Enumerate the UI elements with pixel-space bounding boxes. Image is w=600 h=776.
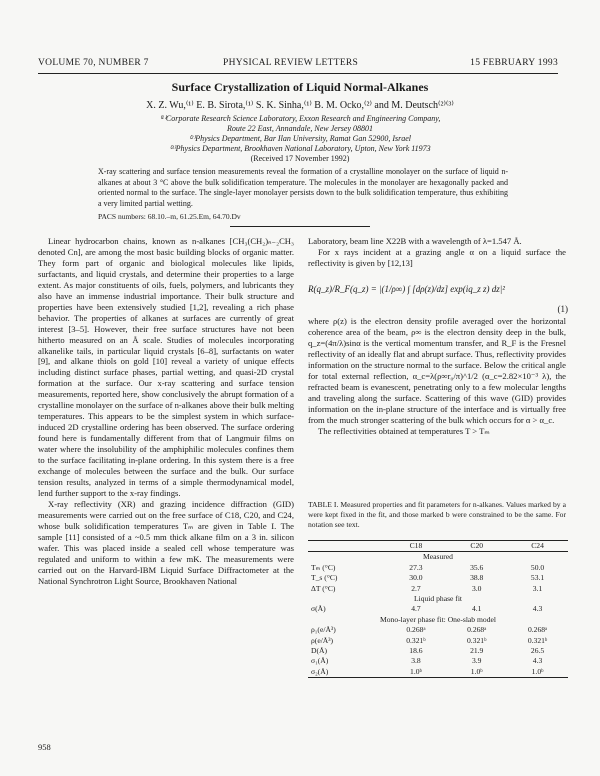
received-date: (Received 17 November 1992) bbox=[250, 154, 350, 163]
beamline-text: Laboratory, beam line X22B with a wavelength of λ=1.547 Å. bbox=[308, 236, 522, 246]
equation-1 bbox=[308, 284, 568, 314]
table-section-heading: Mono-layer phase fit: One-slab model bbox=[380, 614, 496, 624]
table-section-heading: Measured bbox=[423, 552, 453, 562]
affiliation-1: ⁽¹⁾Corporate Research Science Laboratory, Exxon Research and Engineering Company, bbox=[159, 114, 441, 123]
right-column-mid bbox=[308, 316, 566, 436]
table-header-row bbox=[308, 541, 568, 552]
table-header-c18: C18 bbox=[409, 541, 423, 550]
table-row: Tₘ (°C) 27.3 35.6 50.0 bbox=[311, 562, 545, 572]
table-row: ΔT (°C) 2.7 3.0 3.1 bbox=[311, 583, 543, 593]
table-section-heading: Liquid phase fit bbox=[413, 594, 463, 604]
header-rule bbox=[38, 73, 558, 74]
equation-text: R(q_z)/R_F(q_z) = |(1/ρ∞) ∫ [dρ(z)/dz] exp(iq_z z) dz|² bbox=[308, 284, 505, 294]
reflectivity-explanation: where ρ(z) is the electron density profile averaged over the horizontal coherence area of the beam, ρ∞ is the electron density deep in the bulk, q_z=(4π/λ)sinα is the vertical momentum transfer, and R_F is the Fresnel reflectivity of an ideally flat and abrupt surface. Thus, reflectivity provides information on the structure normal to the surface. Below the critical angle for total external reflection, α_c=λ(ρ∞r₀/π)^1/2 (α_c=2.82×10⁻³ λ), the refracted beam is evanescent, penetrating only to a few molecular lengths and traveling along the surface. Scattering of this wave (GID) provides information on the in-plane structure of the interface and is virtually free from the much stronger scattering of the bulk which occurs for α > α_c. bbox=[308, 316, 566, 425]
table-row: σ₂(Å) 1.0ᵇ 1.0ᵇ 1.0ᵇ bbox=[308, 667, 568, 678]
abstract-rule bbox=[230, 226, 370, 227]
intro-paragraph: Linear hydrocarbon chains, known as n-alkanes [CH₃(CH₂)ₙ₋₂CH₃ denoted Cn], are among the most basic building blocks of organic matter. They form part of organic and biological molecules like lipids, surfactants, and liquid crystals, and determine their properties to a large extent. As major constituents of oils, fuels, polymers, and lubricants they also have an immense industrial importance. Their bulk structure and properties have been extensively studied [1,2], revealing a rich phase behavior. The properties of alkanes at surfaces are currently of great interest [3–5]. However, their free surface structures have not been hitherto measured on an Å scale. Studies of molecules incorporating alkanelike tails, in particular liquid crystals [6–8], surfactants on water [9], and alkane thiols on gold [10] reveal a variety of unique effects including distinct surface phases, partial wetting, and quasi-2D crystal formation at the surface. Our x-ray scattering and surface tension measurements, reported here, show conclusively the abrupt formation of a crystalline monolayer on the surface of n-alkanes above their bulk melting temperatures. This appears to be the simplest system in which surface-induced 2D crystalline ordering has been observed. The surface ordering found here is fundamentally different from that of Langmuir films on water where the insolubility of the amphiphilic molecules confines them to the surface facilitating in-plane ordering. In this system there is a free exchange of molecules between the surface and the bulk. Our surface tension results, analyzed in terms of a simple thermodynamical model, lend further support to the x-ray findings. bbox=[38, 236, 294, 498]
table-row: ρ₁(e/Å³) 0.268ᵃ 0.268ᵃ 0.268ᵃ bbox=[311, 625, 548, 635]
reflectivity-intro: For x rays incident at a grazing angle α on a liquid surface the reflectivity is given by [12,13] bbox=[308, 246, 566, 268]
reflectivity-results: The reflectivities obtained at temperatures T > Tₘ bbox=[318, 425, 490, 436]
article-title: Surface Crystallization of Liquid Normal-Alkanes bbox=[171, 80, 429, 94]
table-row: σ₁(Å) 3.8 3.9 4.3 bbox=[311, 656, 543, 666]
table-row: ρ(e/Å³) 0.321ᵇ 0.321ᵇ 0.321ᵇ bbox=[311, 635, 548, 645]
abstract: X-ray scattering and surface tension measurements reveal the formation of a crystalline monolayer on the surface of liquid n-alkanes at about 3 °C above the bulk solidification temperature. The molecules in the monolayer are hexagonally packed and oriented normal to the surface. The single-layer monolayer persists down to the bulk solidification temperature, thus exhibiting a very limited partial wetting. bbox=[98, 167, 508, 208]
volume-number: VOLUME 70, NUMBER 7 bbox=[38, 58, 149, 68]
table-header-c24: C24 bbox=[531, 541, 544, 550]
table-header-label bbox=[308, 541, 386, 552]
affiliation-2: ⁽²⁾Physics Department, Bar Ilan University, Ramat Gan 52900, Israel bbox=[188, 134, 412, 143]
equation-number: (1) bbox=[557, 304, 568, 314]
table-row: D(Å) 18.6 21.9 26.5 bbox=[311, 646, 545, 656]
affiliation-3: ⁽³⁾Physics Department, Brookhaven National Laboratory, Upton, New York 11973 bbox=[169, 144, 431, 153]
methods-paragraph: X-ray reflectivity (XR) and grazing incidence diffraction (GID) measurements were carried out on the free surface of C18, C20, and C24, whose bulk solidification temperatures Tₘ are given in Table I. The sample [11] consisted of a ~0.5 mm thick alkane film on a 3 in. silicon wafer. This was placed inside a sealed cell whose temperature was regulated and uniform to within a few mK. The measurements were carried out on the Harvard-IBM Liquid Surface Diffractometer at the National Synchrotron Light Source, Brookhaven National bbox=[38, 498, 294, 586]
table-row: T_s (°C) 30.0 38.8 53.1 bbox=[311, 573, 545, 583]
affiliation-1b: Route 22 East, Annandale, New Jersey 08801 bbox=[226, 124, 374, 133]
running-header bbox=[38, 58, 558, 72]
right-column-top bbox=[308, 236, 566, 269]
left-column bbox=[38, 236, 294, 587]
properties-table bbox=[308, 540, 568, 678]
journal-name: PHYSICAL REVIEW LETTERS bbox=[223, 58, 359, 68]
table-header-c20: C20 bbox=[470, 541, 484, 550]
issue-date: 15 FEBRUARY 1993 bbox=[470, 58, 558, 68]
page-number: 958 bbox=[38, 742, 51, 752]
author-list: X. Z. Wu,⁽¹⁾ E. B. Sirota,⁽¹⁾ S. K. Sinha,⁽¹⁾ B. M. Ocko,⁽²⁾ and M. Deutsch⁽²⁾⁽³⁾ bbox=[146, 100, 454, 111]
table-row: σ(Å) 4.7 4.1 4.3 bbox=[311, 604, 543, 614]
table-caption: TABLE I. Measured properties and fit parameters for n-alkanes. Values marked by a were kept fixed in the fit, and those marked b were constrained to be the same. For notation see text. bbox=[308, 500, 566, 529]
pacs-numbers: PACS numbers: 68.10.–m, 61.25.Em, 64.70.Dv bbox=[98, 212, 241, 221]
